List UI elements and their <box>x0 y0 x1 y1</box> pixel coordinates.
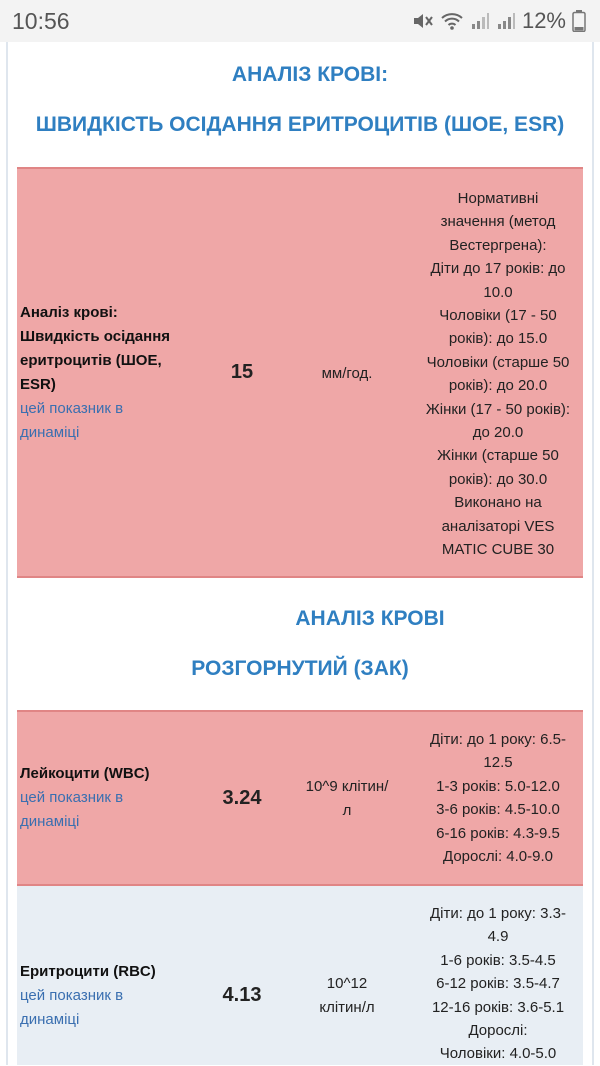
row-name-line: Швидкість осідання <box>20 328 170 345</box>
unit-line: л <box>342 802 352 819</box>
dynamics-link-line[interactable]: цей показник в <box>20 987 124 1004</box>
row-name <box>20 762 200 834</box>
page-content <box>0 42 600 1065</box>
norm-line: Вестергрена): <box>449 236 547 254</box>
battery-icon <box>572 10 586 32</box>
norm-line: Діти: до 1 року: 6.5- <box>430 731 566 748</box>
norm-line: років): до 30.0 <box>448 470 548 488</box>
page-frame-left <box>6 42 8 1065</box>
signal-icon-2 <box>496 11 516 31</box>
row-name-line: Лейкоцити (WBC) <box>20 765 150 782</box>
norm-line: 1-3 років: 5.0-12.0 <box>436 777 560 795</box>
row-unit <box>297 775 397 823</box>
section1-title-line1: АНАЛІЗ КРОВІ: <box>231 63 389 86</box>
norm-line: років): до 20.0 <box>448 377 548 395</box>
norm-line: Виконано на <box>454 494 542 512</box>
row-value: 4.13 <box>222 984 262 1006</box>
row-value: 15 <box>230 361 254 383</box>
table-row-wbc <box>17 710 583 886</box>
norm-line: 12.5 <box>483 754 513 772</box>
table-row-rbc <box>17 886 583 1065</box>
norm-line: 6-12 років: 3.5-4.7 <box>436 975 560 993</box>
row-norm <box>412 187 584 562</box>
status-icons <box>412 8 586 34</box>
signal-icon-1 <box>470 11 490 31</box>
dynamics-link[interactable] <box>20 984 200 1032</box>
section2-title-line2: РОЗГОРНУТИЙ (ЗАК) <box>191 657 409 680</box>
norm-line: значення (метод <box>440 213 556 231</box>
norm-line: Дорослі: <box>468 1022 528 1040</box>
norm-line: Нормативні <box>457 190 539 207</box>
norm-line: Дорослі: 4.0-9.0 <box>443 848 553 866</box>
battery-percent: 12% <box>521 8 566 33</box>
unit-line: 10^12 <box>326 975 368 992</box>
dynamics-link-line[interactable]: цей показник в <box>20 789 124 806</box>
row-name <box>20 960 200 1032</box>
norm-line: до 20.0 <box>472 424 524 442</box>
row-unit <box>297 972 397 1020</box>
dynamics-link[interactable] <box>20 397 200 445</box>
norm-line: Чоловіки (старше 50 <box>426 353 570 371</box>
mute-icon <box>412 11 434 31</box>
row-name-line: еритроцитів (ШОЕ, <box>20 352 162 369</box>
row-name-line: ESR) <box>20 376 56 393</box>
norm-line: 6-16 років: 4.3-9.5 <box>436 824 560 842</box>
norm-line: Діти: до 1 року: 3.3- <box>430 905 566 922</box>
norm-line: аналізаторі VES <box>441 517 555 535</box>
norm-line: Жінки (старше 50 <box>437 447 559 465</box>
norm-line: 1-6 років: 3.5-4.5 <box>440 951 556 969</box>
status-time: 10:56 <box>12 7 70 34</box>
norm-line: років): до 15.0 <box>448 330 548 348</box>
row-name <box>20 301 200 445</box>
norm-line: Діти до 17 років: до <box>430 260 566 278</box>
unit-line: клітин/л <box>319 999 375 1016</box>
section2-title-line1: АНАЛІЗ КРОВІ <box>295 607 445 630</box>
norm-line: 10.0 <box>483 283 513 301</box>
norm-line: 3-6 років: 4.5-10.0 <box>436 801 560 819</box>
dynamics-link-line[interactable]: цей показник в <box>20 400 124 417</box>
unit-line: 10^9 клітин/ <box>305 778 389 795</box>
dynamics-link-line[interactable]: динаміці <box>20 424 80 441</box>
dynamics-link[interactable] <box>20 786 200 834</box>
norm-line: Чоловіки (17 - 50 <box>439 307 557 325</box>
page-frame-right <box>592 42 594 1065</box>
table-row-esr <box>17 167 583 578</box>
row-name-line: Аналіз крові: <box>20 304 118 321</box>
row-name-line: Еритроцити (RBC) <box>20 963 156 980</box>
status-bar <box>0 0 600 42</box>
norm-line: 12-16 років: 3.6-5.1 <box>431 998 565 1016</box>
dynamics-link-line[interactable]: динаміці <box>20 813 80 830</box>
row-norm <box>412 728 584 868</box>
row-value: 3.24 <box>222 787 262 809</box>
norm-line: MATIC CUBE 30 <box>441 541 555 559</box>
norm-line: Жінки (17 - 50 років): <box>425 400 571 418</box>
wifi-icon <box>440 11 464 31</box>
row-norm <box>412 902 584 1066</box>
row-unit: мм/год. <box>321 365 373 382</box>
norm-line: Чоловіки: 4.0-5.0 <box>439 1045 557 1063</box>
norm-line: 4.9 <box>487 928 509 946</box>
section1-title-line2: ШВИДКІСТЬ ОСІДАННЯ ЕРИТРОЦИТІВ (ШОЕ, ESR) <box>35 113 565 136</box>
dynamics-link-line[interactable]: динаміці <box>20 1011 80 1028</box>
